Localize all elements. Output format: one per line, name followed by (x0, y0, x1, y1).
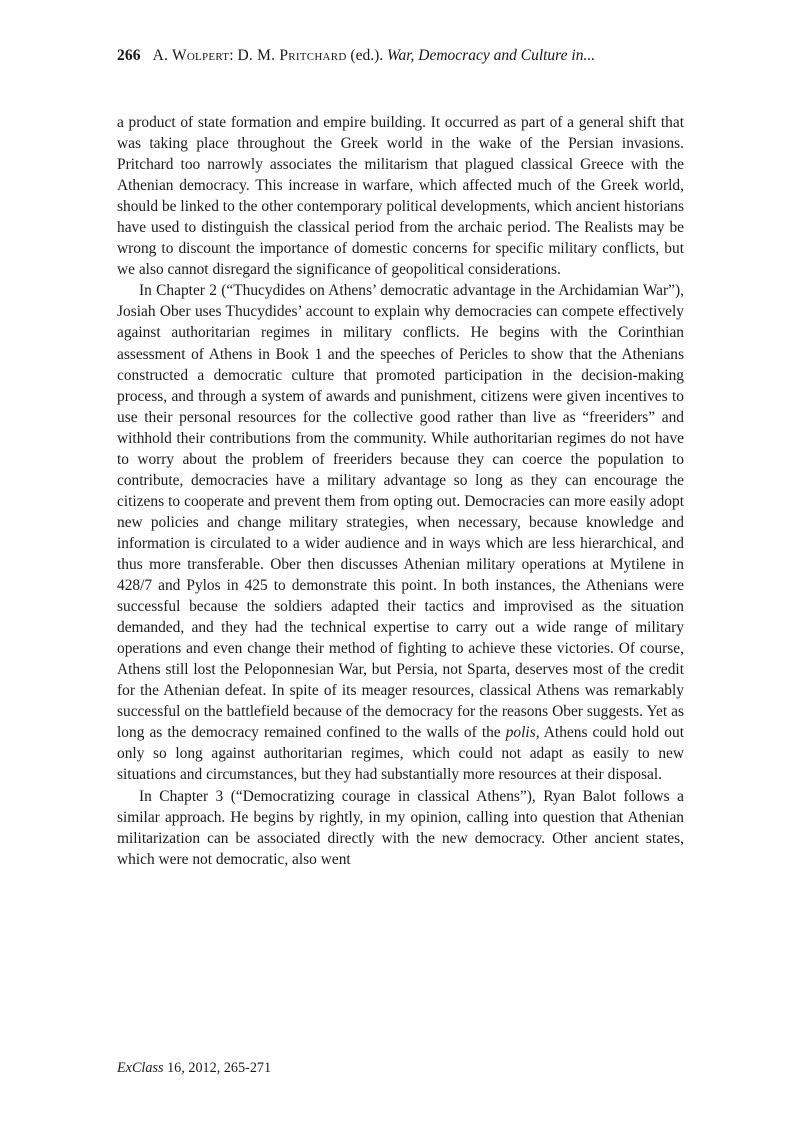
body-text-column (117, 112, 684, 870)
paragraph-chapter-two-part1: In Chapter 2 (“Thucydides on Athens’ democratic advantage in the Archidamian War”), Josiah Ober uses Thucydides’ account to explain why democracies can compete effectively against authoritarian regimes in military conflicts. He begins with the Corinthian assessment of Athens in Book 1 and the speeches of Pericles to show that the Athenians constructed a democratic culture that promoted participation in the decision-making process, and through a system of awards and punishment, citizens were given incentives to use their personal resources for the collective good rather than live as “freeriders” and withhold their contributions from the community. While authoritarian regimes do not have to worry about the problem of freeriders because they can coerce the population to contribute, democracies have a military advantage so long as they can encourage the citizens to cooperate and prevent them from opting out. Democracies can more easily adopt new policies and change military strategies, when necessary, because knowledge and information is circulated to a wider audience and in ways which are less hierarchical, and thus more transferable. Ober then discusses Athenian military operations at Mytilene in 428/7 and Pylos in 425 to demonstrate this point. In both instances, the Athenians were successful because the soldiers adapted their tactics and improvised as the situation demanded, and they had the technical expertise to carry out a wide range of military operations and even change their method of fighting to achieve these victories. Of course, Athens still lost the Peloponnesian War, but Persia, not Sparta, deserves most of the credit for the Athenian defeat. In spite of its meager resources, classical Athens was remarkably successful on the battlefield because of the democracy for the reasons Ober suggests. Yet as long as the democracy remained confined to the walls of the (117, 282, 684, 742)
page-number: 266 (117, 47, 141, 64)
editor-role: (ed.). (350, 47, 384, 64)
running-header (117, 46, 683, 66)
book-title: War, Democracy and Culture in... (386, 47, 596, 64)
journal-citation: 16, 2012, 265-271 (167, 1060, 272, 1076)
book-editor: D. M. Pritchard (237, 47, 347, 64)
page-footer (117, 1059, 271, 1077)
header-separator: : (229, 47, 234, 64)
latin-term-polis: polis, (505, 724, 540, 742)
paragraph-chapter-two (117, 280, 684, 785)
paragraph-chapter-two-part2: Athens could hold out only so long against authoritarian regimes, which could not adapt as easily to new situations and circumstances, but they had substantially more resources at their disposal. (117, 724, 684, 784)
paragraph-chapter-three: In Chapter 3 (“Democratizing courage in classical Athens”), Ryan Balot follows a similar approach. He begins by rightly, in my opinion, calling into question that Athenian militarization can be associated directly with the new democracy. Other ancient states, which were not democratic, also went (117, 787, 684, 868)
journal-name: ExClass (117, 1060, 164, 1076)
paragraph-continued: a product of state formation and empire building. It occurred as part of a general shift that was taking place throughout the Greek world in the wake of the Persian invasions. Pritchard too narrowly associates the militarism that plagued classical Greece with the Athenian democracy. This increase in warfare, which affected much of the Greek world, should be linked to the other contemporary political developments, which ancient historians have used to distinguish the classical period from the archaic period. The Realists may be wrong to discount the importance of domestic concerns for specific military conflicts, but we also cannot disregard the significance of geopolitical considerations. (117, 114, 684, 279)
review-author: A. Wolpert (152, 47, 230, 64)
